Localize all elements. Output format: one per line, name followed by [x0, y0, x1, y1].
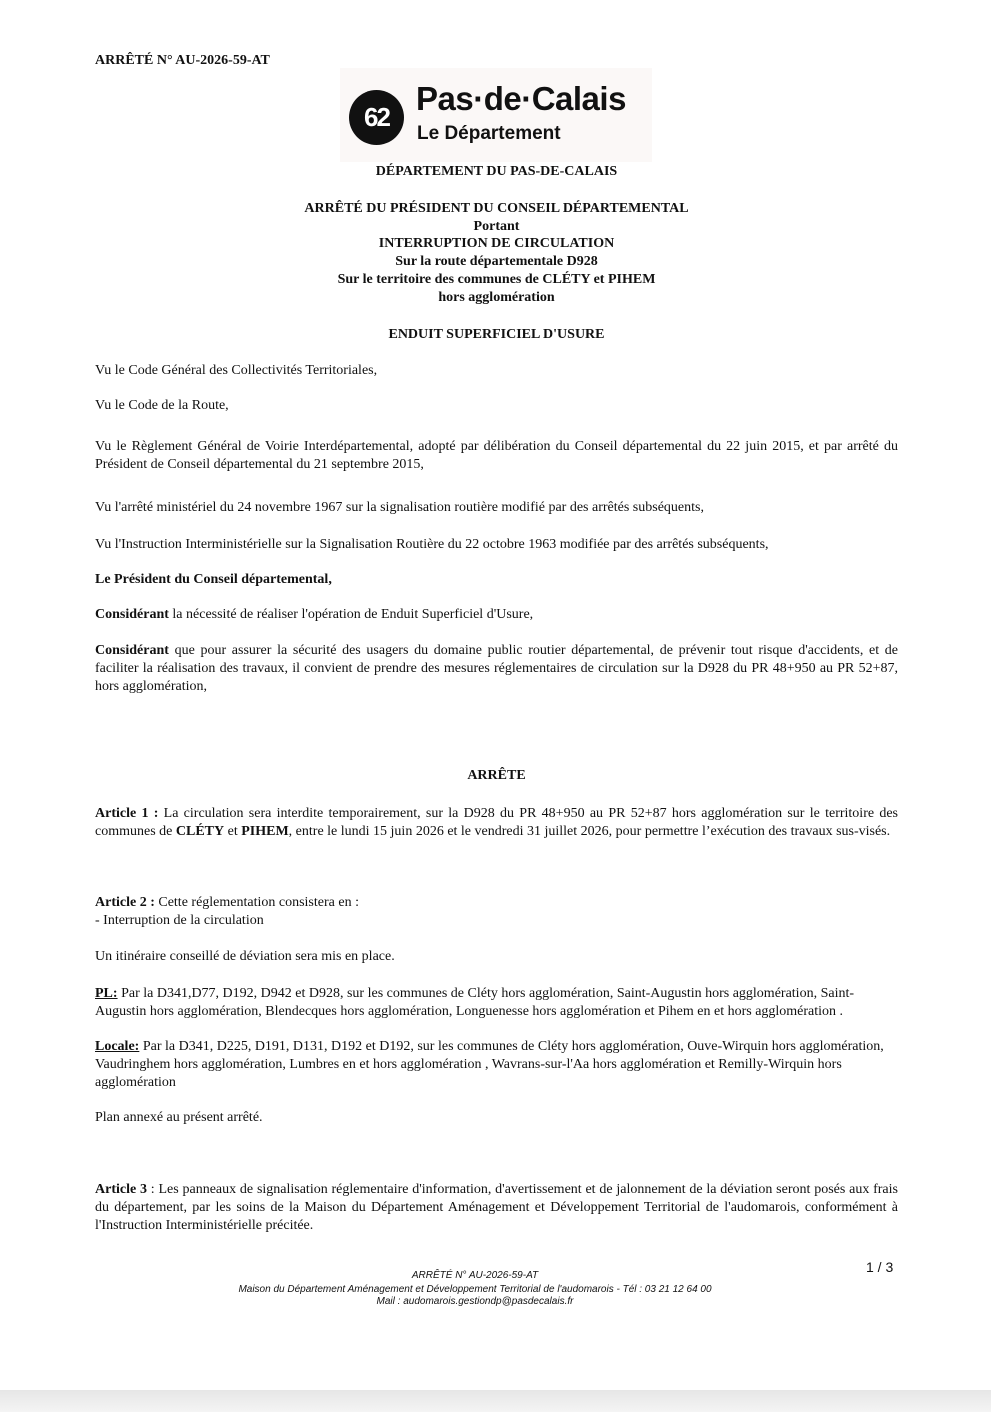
footer-mail: Mail : audomarois.gestiondp@pasdecalais.fr	[376, 1296, 574, 1307]
article-2-item: - Interruption de la circulation	[95, 913, 264, 928]
article-1-text: , entre le lundi 15 juin 2026 et le vendredi 31 juillet 2026, pour permettre l’exécution des travaux sus-visés.	[288, 824, 891, 839]
considerant-text: que pour assurer la sécurité des usagers du domaine public routier départemental, de prévenir tout risque d'accidents, et de faciliter la réalisation des travaux, il convient de prendre des mesures réglementaires de circulation sur la D928 du PR 48+950 au PR 52+87, hors agglomération,	[95, 643, 898, 694]
title-line-4: Sur la route départementale D928	[395, 254, 598, 269]
article-2-label: Article 2 :	[95, 895, 155, 910]
article-2-text: Cette réglementation consistera en :	[154, 895, 359, 910]
footer-reference: ARRÊTÉ N° AU-2026-59-AT	[411, 1270, 539, 1281]
pas-de-calais-logo	[340, 68, 652, 162]
document-reference: ARRÊTÉ N° AU-2026-59-AT	[95, 53, 270, 68]
considerant-2	[95, 642, 898, 696]
visa-5: Vu l'Instruction Interministérielle sur la Signalisation Routière du 22 octobre 1963 modifiée par des arrêtés subséquents,	[95, 537, 769, 552]
logo-number-badge: 62	[349, 90, 404, 145]
locale-label: Locale:	[95, 1039, 140, 1054]
visa-3: Vu le Règlement Général de Voirie Interdépartemental, adopté par délibération du Conseil départemental du 22 juin 2015, et par arrêté du Président de Conseil départemental du 21 septembre 2015,	[95, 439, 898, 472]
title-line-1: ARRÊTÉ DU PRÉSIDENT DU CONSEIL DÉPARTEMENTAL	[304, 201, 689, 216]
page-number: 1 / 3	[866, 1259, 894, 1275]
visa-4: Vu l'arrêté ministériel du 24 novembre 1967 sur la signalisation routière modifié par des arrêtés subséquents,	[95, 500, 704, 515]
considerant-lead: Considérant	[95, 643, 169, 658]
page-bottom-edge	[0, 1390, 991, 1412]
arrete-heading: ARRÊTE	[467, 768, 526, 783]
footer-address: Maison du Département Aménagement et Développement Territorial de l'audomarois - Tél : 03 21 12 64 00	[238, 1284, 712, 1295]
title-line-5: Sur le territoire des communes de CLÉTY et PIHEM	[337, 272, 656, 287]
logo-name: Pas·de·Calais	[416, 80, 626, 117]
logo-subtitle: Le Département	[417, 123, 561, 144]
article-1-text: et	[224, 824, 242, 839]
considerant-lead: Considérant	[95, 607, 169, 622]
title-line-6: hors agglomération	[438, 290, 555, 305]
article-1	[95, 805, 898, 841]
visa-2: Vu le Code de la Route,	[95, 398, 229, 413]
article-1-text: La circulation sera interdite temporairement, sur la D928 du PR 48+950 au PR 52+87 hors agglomération sur le territoire des communes de	[95, 806, 899, 839]
pl-text: Par la D341,D77, D192, D942 et D928, sur les communes de Cléty hors agglomération, Saint-Augustin hors agglomération, Saint-Augustin hors agglomération, Blendecques hors agglomération, Longuenesse hors agglomération et Pihem en et hors agglomération .	[95, 986, 855, 1019]
department-heading: DÉPARTEMENT DU PAS-DE-CALAIS	[375, 164, 618, 179]
commune-pihem: PIHEM	[241, 824, 289, 839]
commune-clety: CLÉTY	[175, 824, 225, 839]
subject-heading: ENDUIT SUPERFICIEL D'USURE	[388, 327, 605, 342]
article-3	[95, 1181, 898, 1235]
deviation-pl	[95, 985, 898, 1021]
title-line-3: INTERRUPTION DE CIRCULATION	[378, 236, 615, 251]
pl-label: PL:	[95, 986, 118, 1001]
plan-annexe: Plan annexé au présent arrêté.	[95, 1110, 263, 1125]
article-2	[95, 894, 898, 930]
deviation-text: Un itinéraire conseillé de déviation sera mis en place.	[95, 949, 395, 964]
title-line-2: Portant	[473, 219, 520, 234]
visa-1: Vu le Code Général des Collectivités Territoriales,	[95, 363, 378, 378]
locale-text: Par la D341, D225, D191, D131, D192 et D192, sur les communes de Cléty hors agglomération, Ouve-Wirquin hors agglomération, Vaudringhem hors agglomération, Lumbres en et hors agglomération , Wavrans-sur-l'Aa hors agglomération et Remilly-Wirquin hors agglomération	[95, 1039, 884, 1090]
president-line: Le Président du Conseil départemental,	[95, 572, 332, 587]
considerant-1	[95, 606, 898, 624]
article-3-text: : Les panneaux de signalisation réglementaire d'information, d'avertissement et de jalonnement de la déviation seront posés aux frais du département, par les soins de la Maison du Département Aménagement et Développement Territorial de l'audomarois, conformément à l'Instruction Interministérielle précitée.	[95, 1182, 898, 1233]
article-3-label: Article 3	[95, 1182, 147, 1197]
considerant-text: la nécessité de réaliser l'opération de Enduit Superficiel d'Usure,	[168, 607, 534, 622]
article-1-label: Article 1 :	[95, 806, 159, 821]
deviation-locale	[95, 1038, 898, 1092]
